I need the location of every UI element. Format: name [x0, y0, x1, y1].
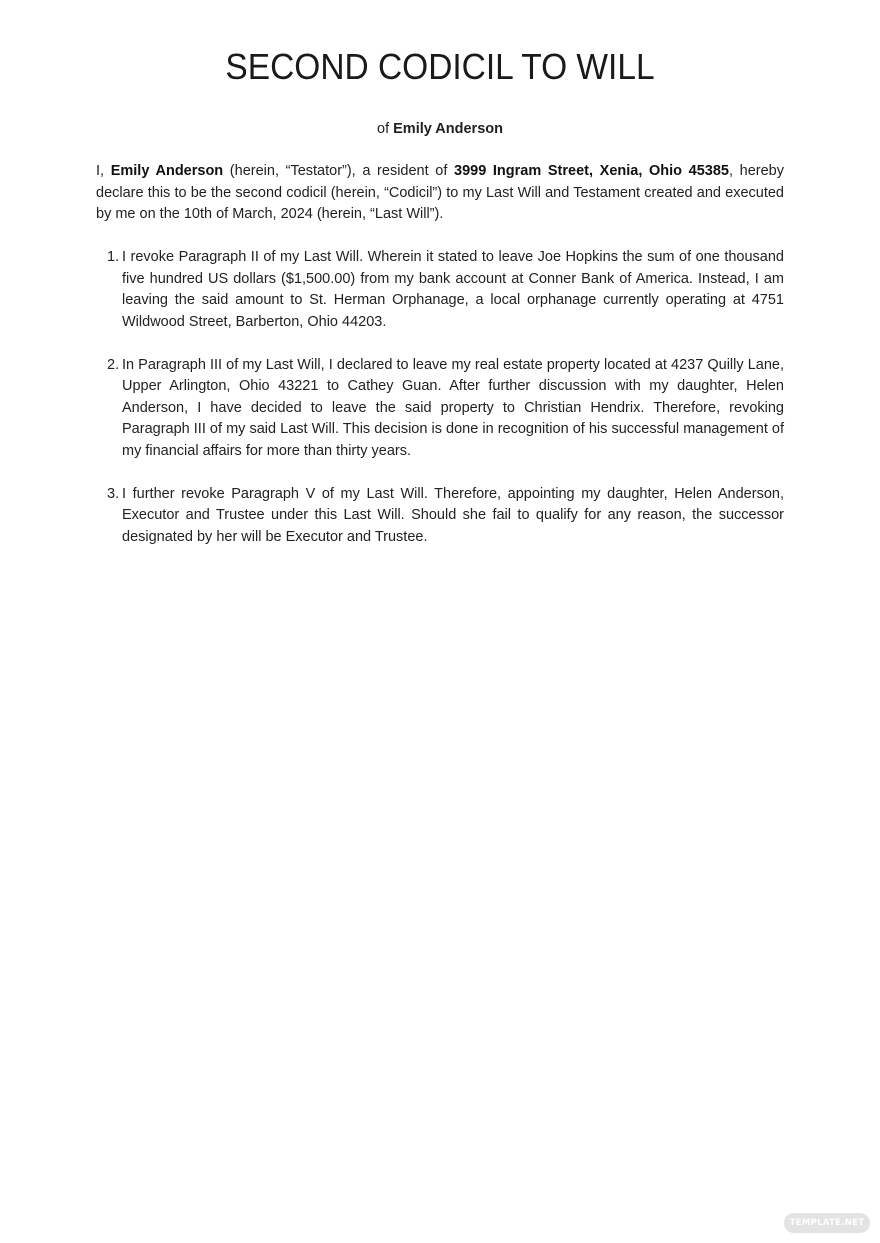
clause-text: I revoke Paragraph II of my Last Will. Wherein it stated to leave Joe Hopkins the sum of one thousand five hundred US dollars ($1,500.00) from my bank account at Conner Bank of America. Instead, I am leaving the said amount to St. Herman Orphanage, a local orphanage currently operating at 4751 Wildwood Street, Barberton, Ohio 44203. — [122, 249, 784, 330]
intro-part1: I, — [96, 163, 111, 179]
testator-name: Emily Anderson — [393, 121, 503, 137]
clause-number: 1. — [107, 249, 120, 265]
subtitle-prefix: of — [377, 121, 390, 137]
document-title: SECOND CODICIL TO WILL — [225, 46, 655, 87]
clause-text: In Paragraph III of my Last Will, I declared to leave my real estate property located at 4237 Quilly Lane, Upper Arlington, Ohio 43221 to Cathey Guan. After further discussion with my daughter, Helen Anderson, I have decided to leave the said property to Christian Hendrix. Therefore, revoking Paragraph III of my said Last Will. This decision is done in recognition of his successful management of my financial affairs for more than thirty years. — [122, 356, 784, 459]
intro-part3: , hereby declare this to be the second codicil (herein, “Codicil”) to my Last Will and Testament created and executed by me on the 10th of March, 2024 (herein, “Last Will”). — [96, 163, 784, 222]
clause-number: 3. — [107, 485, 120, 502]
clause-list — [96, 247, 784, 570]
intro-paragraph — [96, 161, 784, 226]
intro-address: 3999 Ingram Street, Xenia, Ohio 45385 — [454, 163, 729, 179]
template-watermark[interactable]: TEMPLATE.NET — [784, 1213, 870, 1233]
intro-part2: (herein, “Testator”), a resident of — [223, 163, 454, 179]
clause-item — [96, 355, 784, 463]
clause-item — [96, 247, 784, 333]
clause-number: 2. — [107, 356, 120, 373]
clause-item — [96, 484, 784, 549]
document-subtitle — [0, 119, 880, 139]
clause-text: I further revoke Paragraph V of my Last Will. Therefore, appointing my daughter, Helen Anderson, Executor and Trustee under this Last Will. Should she fail to qualify for any reason, the successor designated by her will be Executor and Trustee. — [122, 485, 784, 545]
intro-name: Emily Anderson — [110, 163, 224, 179]
